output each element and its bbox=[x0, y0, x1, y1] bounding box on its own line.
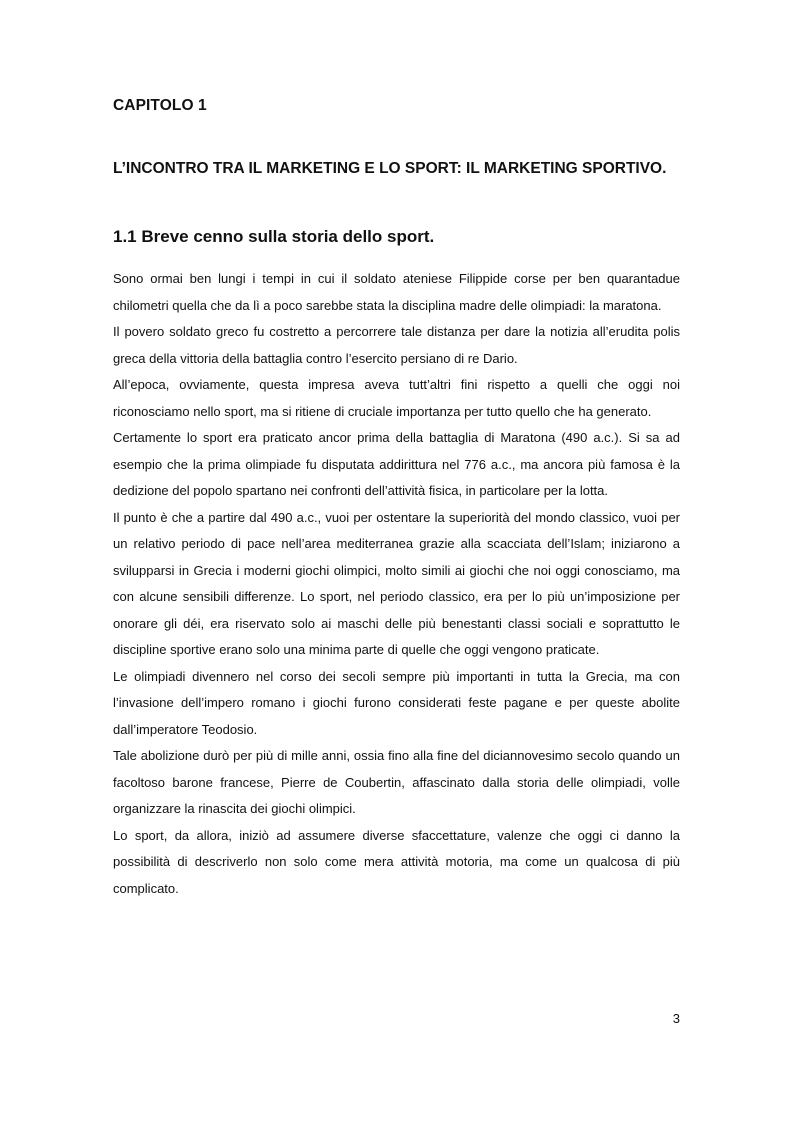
chapter-label: CAPITOLO 1 bbox=[113, 97, 207, 114]
paragraph: Certamente lo sport era praticato ancor prima della battaglia di Maratona (490 a.c.). Si sa ad esempio che la prima olimpiade fu disputata addirittura nel 776 a.c., ma ancora più famosa è la dedizione del popolo spartano nei confronti dell’attività fisica, in particolare per la lotta. bbox=[113, 430, 680, 498]
page-number: 3 bbox=[672, 1011, 680, 1026]
paragraph: All’epoca, ovviamente, questa impresa aveva tutt’altri fini rispetto a quelli che oggi noi riconosciamo nello sport, ma si ritiene di cruciale importanza per tutto quello che ha generato. bbox=[113, 377, 680, 419]
paragraph: Tale abolizione durò per più di mille anni, ossia fino alla fine del diciannovesimo secolo quando un facoltoso barone francese, Pierre de Coubertin, affascinato dalla storia delle olimpiadi, volle organizzare la rinascita dei giochi olimpici. bbox=[113, 748, 680, 816]
paragraph: Sono ormai ben lungi i tempi in cui il soldato ateniese Filippide corse per ben quarantadue chilometri quella che da lì a poco sarebbe stata la disciplina madre delle olimpiadi: la maratona. bbox=[113, 271, 680, 313]
paragraph: Lo sport, da allora, iniziò ad assumere diverse sfaccettature, valenze che oggi ci danno la possibilità di descriverlo non solo come mera attività motoria, ma come un qualcosa di più complicato. bbox=[113, 827, 680, 896]
paragraph: Il punto è che a partire dal 490 a.c., vuoi per ostentare la superiorità del mondo classico, vuoi per un relativo periodo di pace nell’area mediterranea grazie alla scacciata dell’Islam; iniziarono a svilupparsi in Grecia i moderni giochi olimpici, molto simili ai giochi che noi oggi conosciamo, ma con alcune sensibili differenze. Lo sport, nel periodo classico, era per lo più un’imposizione per onorare gli déi, era riservato solo ai maschi delle più benestanti classi sociali e soprattutto le discipline sportive erano solo una minima parte di quelle che oggi vengono praticate. bbox=[113, 509, 680, 657]
chapter-title: L’INCONTRO TRA IL MARKETING E LO SPORT: IL MARKETING SPORTIVO. bbox=[113, 160, 667, 177]
paragraph: Le olimpiadi divennero nel corso dei secoli sempre più importanti in tutta la Grecia, ma con l’invasione dell’impero romano i giochi furono considerati feste pagane e per queste abolite dall’imperatore Teodosio. bbox=[113, 668, 680, 737]
paragraph: Il povero soldato greco fu costretto a percorrere tale distanza per dare la notizia all’erudita polis greca della vittoria della battaglia contro l’esercito persiano di re Dario. bbox=[113, 324, 680, 366]
section-title: 1.1 Breve cenno sulla storia dello sport. bbox=[113, 227, 435, 246]
body-text bbox=[113, 266, 680, 902]
